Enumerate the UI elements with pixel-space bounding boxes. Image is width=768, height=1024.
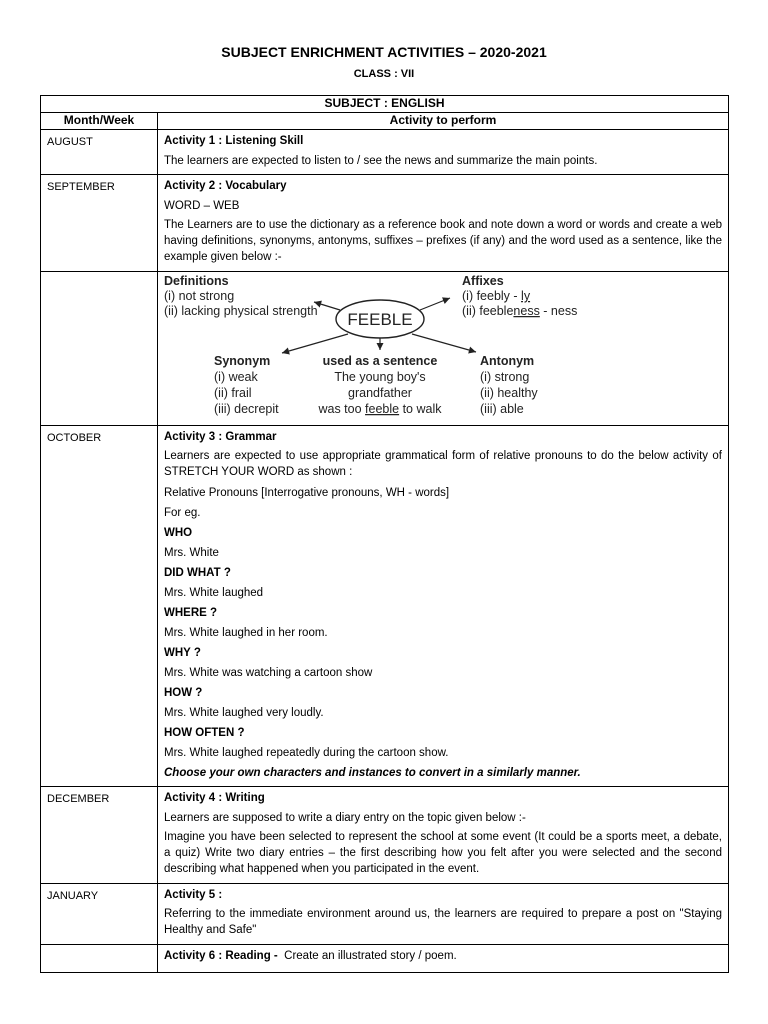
table-row — [41, 945, 729, 973]
question-line: WHERE ? — [164, 607, 218, 619]
activities-table — [40, 95, 729, 973]
antonym-item: (ii) healthy — [480, 386, 538, 400]
month-column-header: Month/Week — [41, 113, 158, 130]
example-line: Mrs. White laughed — [164, 587, 264, 599]
word-web-cell — [158, 272, 729, 426]
month-cell: DECEMBER — [41, 787, 158, 884]
question-line: WHO — [164, 527, 193, 539]
activity-cell — [158, 884, 729, 945]
sentence-line: The young boy's — [334, 370, 426, 384]
document-title: SUBJECT ENRICHMENT ACTIVITIES – 2020-2021 — [221, 44, 547, 60]
activity-text: The learners are expected to listen to / see the news and summarize the main points. — [164, 155, 598, 167]
class-label: CLASS : VII — [353, 68, 415, 80]
month-cell: SEPTEMBER — [41, 175, 158, 272]
table-row — [41, 426, 729, 787]
activity-heading: Activity 4 : Writing — [164, 792, 265, 804]
example-line: For eg. — [164, 507, 201, 519]
month-cell-empty — [41, 272, 158, 426]
affixes-title: Affixes — [462, 274, 504, 288]
synonym-title: Synonym — [214, 354, 271, 368]
month-cell: AUGUST — [41, 130, 158, 175]
table-row — [41, 787, 729, 884]
definition-item: (ii) lacking physical strength — [164, 304, 318, 318]
activity-heading: Activity 1 : Listening Skill — [164, 135, 304, 147]
activity-column-header: Activity to perform — [158, 113, 729, 130]
example-line: Mrs. White was watching a cartoon show — [164, 667, 373, 679]
activity-closing: Choose your own characters and instances to convert in a similarly manner. — [164, 767, 581, 779]
antonym-title: Antonym — [480, 354, 535, 368]
question-line: DID WHAT ? — [164, 567, 231, 579]
activity-text: Create an illustrated story / poem. — [277, 950, 457, 962]
synonym-item: (i) weak — [214, 370, 258, 384]
definitions-title: Definitions — [164, 274, 229, 288]
arrow-to-affixes — [420, 298, 450, 310]
affix-item: (i) feebly - ly — [462, 289, 531, 303]
affix-item: (ii) feebleness - ness — [462, 304, 578, 318]
table-row — [41, 130, 729, 175]
activity-cell — [158, 175, 729, 272]
question-line: WHY ? — [164, 647, 201, 659]
synonym-item: (ii) frail — [214, 386, 252, 400]
subject-header: SUBJECT : ENGLISH — [41, 96, 729, 113]
activity-text: Imagine you have been selected to represent the school at some event (It could be a sports meet, a debate, a quiz) Write two diary entries – the first describing how you felt after you were selected and the second describing what happened when you participated in the event. — [164, 831, 722, 875]
month-cell-empty — [41, 945, 158, 973]
activity-subheading: WORD – WEB — [164, 200, 240, 212]
antonym-item: (iii) able — [480, 402, 524, 416]
activity-cell — [158, 426, 729, 787]
activity-text: Referring to the immediate environment around us, the learners are required to prepare a post on "Staying Healthy and Safe" — [164, 908, 722, 936]
activity-heading: Activity 3 : Grammar — [164, 431, 277, 443]
activity-heading: Activity 2 : Vocabulary — [164, 180, 287, 192]
activity-line — [164, 947, 722, 965]
arrow-to-antonym — [412, 334, 476, 352]
synonym-item: (iii) decrepit — [214, 402, 279, 416]
activity-heading: Activity 6 : Reading - — [164, 950, 278, 962]
activity-heading: Activity 5 : — [164, 889, 223, 901]
activity-intro: Learners are expected to use appropriate grammatical form of relative pronouns to do the below activity of STRETCH YOUR WORD as shown : — [164, 450, 722, 478]
question-line: HOW ? — [164, 687, 203, 699]
column-header-row — [41, 113, 729, 130]
sentence-line: was too feeble to walk — [318, 402, 442, 416]
sentence-line: grandfather — [348, 386, 412, 400]
activity-cell — [158, 945, 729, 973]
month-cell: JANUARY — [41, 884, 158, 945]
arrow-to-definitions — [314, 302, 340, 310]
month-cell: OCTOBER — [41, 426, 158, 787]
example-lines — [164, 484, 722, 762]
subject-row — [41, 96, 729, 113]
activity-text: Learners are supposed to write a diary entry on the topic given below :- — [164, 812, 526, 824]
activity-cell — [158, 130, 729, 175]
table-row — [41, 884, 729, 945]
table-row — [41, 175, 729, 272]
definition-item: (i) not strong — [164, 289, 235, 303]
activity-text: The Learners are to use the dictionary as a reference book and note down a word or words and create a web having definitions, synonyms, antonyms, suffixes – prefixes (if any) and the word used as a sentence, like the example given below :- — [164, 219, 722, 263]
activity-cell — [158, 787, 729, 884]
table-row — [41, 272, 729, 426]
center-word: FEEBLE — [347, 310, 413, 329]
word-web-diagram — [158, 272, 728, 422]
question-line: HOW OFTEN ? — [164, 727, 245, 739]
example-line: Relative Pronouns [Interrogative pronouns, WH - words] — [164, 487, 450, 499]
antonym-item: (i) strong — [480, 370, 530, 384]
example-line: Mrs. White laughed repeatedly during the cartoon show. — [164, 747, 449, 759]
example-line: Mrs. White — [164, 547, 219, 559]
example-line: Mrs. White laughed very loudly. — [164, 707, 324, 719]
sentence-title: used as a sentence — [322, 354, 438, 368]
example-line: Mrs. White laughed in her room. — [164, 627, 328, 639]
arrow-to-synonym — [282, 334, 348, 353]
